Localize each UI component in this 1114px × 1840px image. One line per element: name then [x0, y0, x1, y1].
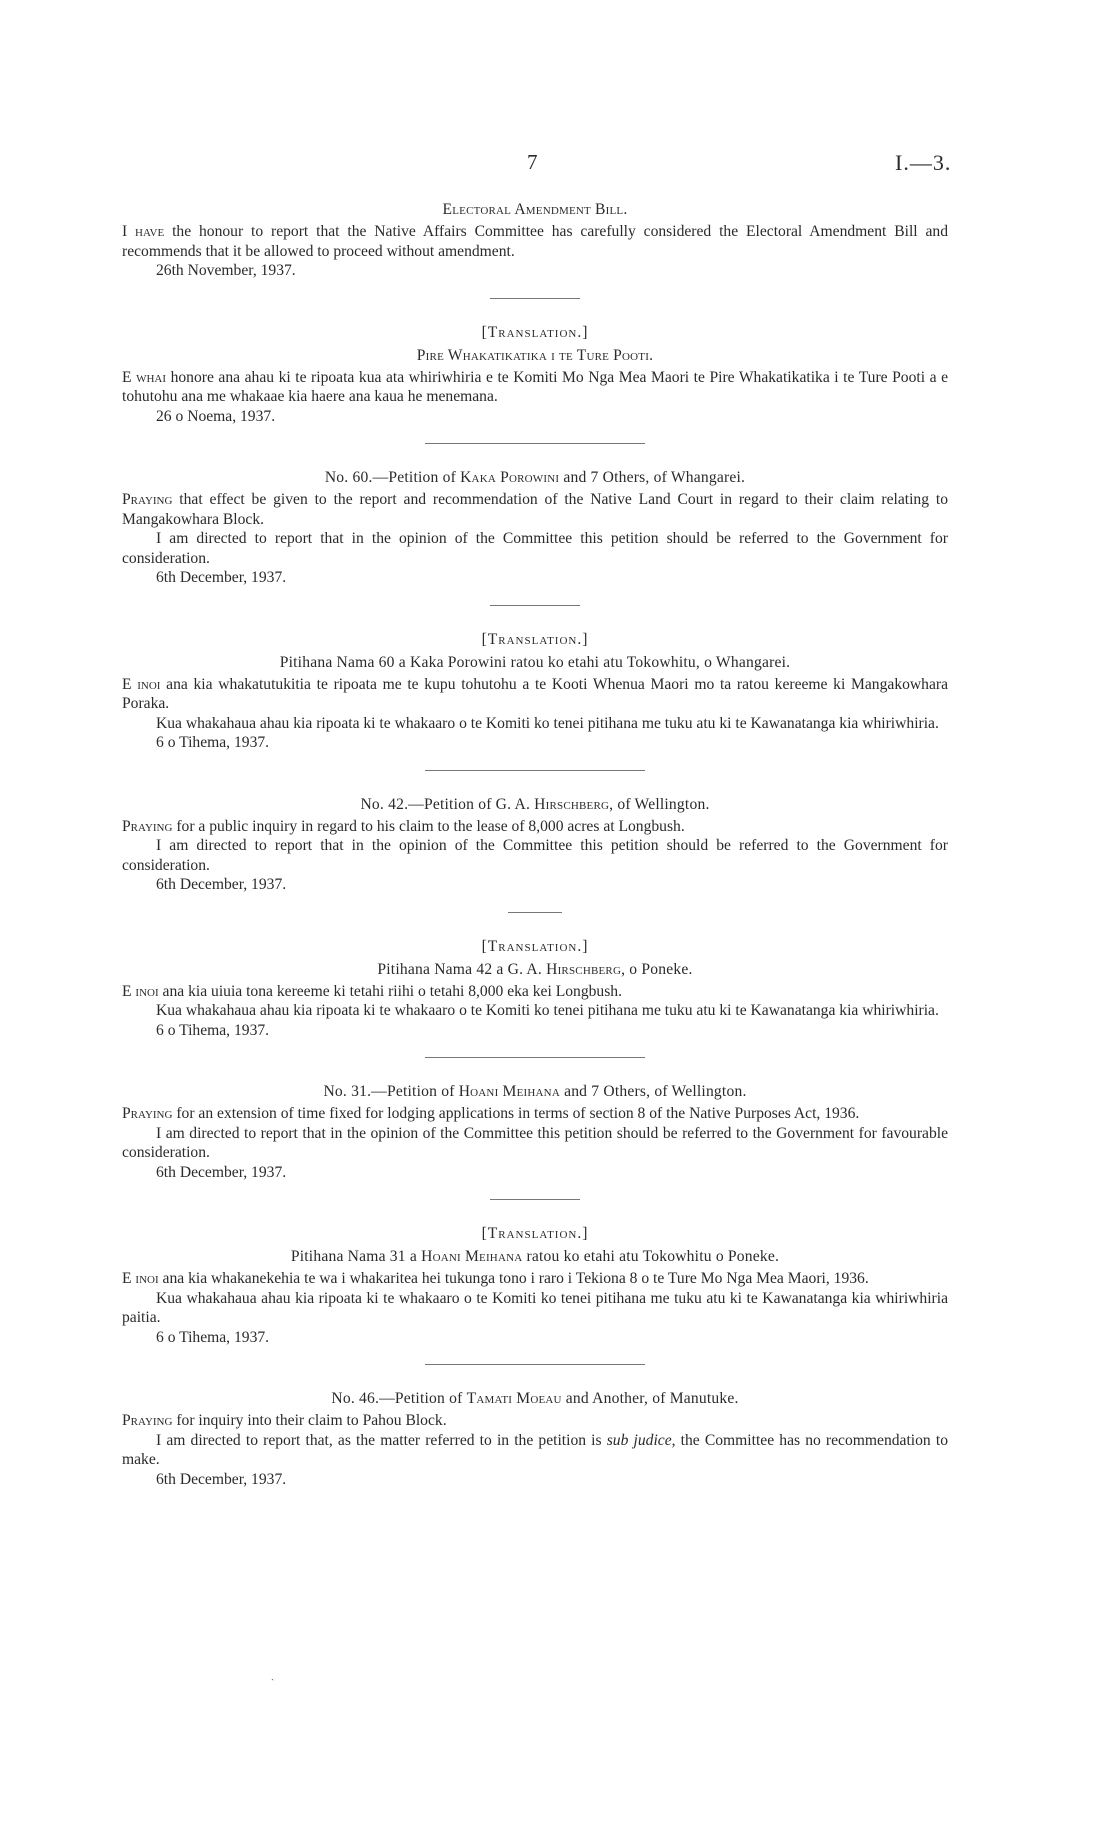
section-date: 6th December, 1937.	[156, 1470, 287, 1488]
petitioner-name: Hirschberg	[546, 960, 622, 978]
praying-paragraph	[122, 1269, 948, 1289]
report-paragraph	[122, 368, 948, 407]
paragraph-text: honore ana ahau ki te ripoata kua ata whiriwhiria e te Komiti Mo Nga Mea Maori te Pire Whakatikatika i te Ture Pooti a e tohutohu ana me whakaae kia haere ana kaua he menemana.	[122, 368, 948, 405]
praying-paragraph	[122, 490, 948, 529]
lead-words: Praying	[122, 817, 173, 835]
section-title: Electoral Amendment Bill.	[442, 201, 628, 218]
report-paragraph	[122, 222, 948, 261]
lead-words: Praying	[122, 1105, 173, 1122]
paragraph-text: that effect be given to the report and recommendation of the Native Land Court in regard to their claim relating to Mangakowhara Block.	[122, 491, 948, 528]
petitioner-name: Tamati Moeau	[466, 1390, 562, 1407]
petitioner-name: Hoani Meihana	[421, 1248, 523, 1265]
page-header	[0, 150, 1114, 180]
section-title	[122, 1082, 948, 1102]
section-date: 26th November, 1937.	[156, 262, 296, 279]
title-text: and Another, of Manutuke.	[561, 1390, 739, 1407]
title-text: No. 42.—Petition of G. A.	[360, 795, 535, 813]
translation-label: [Translation.]	[481, 937, 589, 955]
paragraph-text: ana kia whakatutukitia te ripoata me te kupu tohutohu a te Kooti Whenua Maori mo ta ratou kereeme ki Mangakowhara Poraka.	[122, 675, 949, 712]
section-title	[122, 1389, 948, 1409]
lead-words: I have	[122, 223, 165, 240]
translation-label: [Translation.]	[481, 630, 589, 648]
translation-label: [Translation.]	[481, 323, 589, 341]
report-paragraph: I am directed to report that in the opinion of the Committee this petition should be referred to the Government for consideration.	[122, 530, 948, 567]
title-text: ratou ko etahi atu Tokowhitu o Poneke.	[522, 1248, 780, 1265]
praying-paragraph	[122, 1411, 948, 1431]
report-paragraph: I am directed to report that in the opinion of the Committee this petition should be referred to the Government for consideration.	[122, 837, 948, 874]
petition-42-section	[122, 795, 948, 895]
praying-paragraph	[122, 1104, 948, 1124]
sub-judice-term: sub judice	[606, 1431, 672, 1449]
divider-rule	[425, 443, 645, 444]
paragraph-text: ana kia uiuia tona kereeme ki tetahi riihi o tetahi 8,000 eka kei Longbush.	[158, 982, 622, 1000]
title-text: No. 46.—Petition of	[331, 1390, 467, 1407]
page-content	[122, 200, 948, 1489]
lead-words: E inoi	[122, 675, 161, 693]
title-text: , o Poneke.	[621, 960, 693, 978]
page-number: 7	[527, 150, 538, 174]
report-paragraph: I am directed to report that in the opinion of the Committee this petition should be referred to the Government for favourable consideration.	[122, 1124, 948, 1161]
divider-rule	[425, 1364, 645, 1365]
title-text: and 7 Others, of Whangarei.	[559, 469, 746, 486]
section-date: 6th December, 1937.	[156, 1163, 287, 1181]
lead-words: E inoi	[122, 1270, 159, 1287]
title-text: No. 31.—Petition of	[323, 1083, 459, 1100]
divider-rule	[490, 1199, 580, 1200]
title-text: Pitihana Nama 31 a	[290, 1248, 422, 1265]
section-date: 6 o Tihema, 1937.	[156, 1328, 270, 1346]
divider-rule	[425, 770, 645, 771]
section-date: 6th December, 1937.	[156, 876, 287, 893]
report-paragraph	[122, 1431, 948, 1470]
praying-paragraph	[122, 817, 948, 837]
paragraph-text: the honour to report that the Native Affairs Committee has carefully considered the Electoral Amendment Bill and recommends that it be allowed to proceed without amendment.	[122, 223, 948, 260]
praying-paragraph	[122, 675, 948, 714]
petitioner-name: Kaka Porowini	[460, 469, 560, 486]
title-text: , of Wellington.	[609, 795, 710, 813]
stray-ink-mark: ˎ	[271, 1670, 275, 1681]
petition-60-section	[122, 468, 948, 588]
translation-section	[122, 1224, 948, 1347]
petition-31-section	[122, 1082, 948, 1182]
report-paragraph: Kua whakahaua ahau kia ripoata ki te whakaaro o te Komiti ko tenei pitihana me tuku atu ki te Kawanatanga kia whiriwhiria.	[156, 714, 939, 732]
report-paragraph: Kua whakahaua ahau kia ripoata ki te whakaaro o te Komiti ko tenei pitihana me tuku atu ki te Kawanatanga kia whiriwhiria paitia.	[122, 1289, 948, 1326]
lead-words: E whai	[122, 368, 167, 386]
translation-section	[122, 323, 948, 427]
report-paragraph: Kua whakahaua ahau kia ripoata ki te whakaaro o te Komiti ko tenei pitihana me tuku atu ki te Kawanatanga kia whiriwhiria.	[156, 1002, 939, 1019]
divider-rule	[490, 605, 580, 606]
section-date: 6 o Tihema, 1937.	[156, 1021, 270, 1039]
electoral-amendment-bill-section	[122, 200, 948, 281]
petitioner-name: Hirschberg	[534, 795, 610, 813]
lead-words: Praying	[122, 1412, 173, 1429]
paragraph-text: ana kia whakanekehia te wa i whakaritea hei tukunga tono i raro i Tekiona 8 o te Ture Mo Nga Mea Maori, 1936.	[158, 1270, 869, 1287]
translation-section	[122, 937, 948, 1041]
document-reference: I.—3.	[895, 150, 952, 175]
praying-paragraph	[122, 982, 948, 1002]
section-date: 26 o Noema, 1937.	[156, 407, 276, 425]
petitioner-name: Hoani Meihana	[458, 1083, 560, 1100]
petition-46-section	[122, 1389, 948, 1489]
translation-label: [Translation.]	[481, 1225, 589, 1242]
section-title	[122, 468, 948, 488]
section-title	[122, 795, 948, 815]
translation-section	[122, 630, 948, 753]
divider-rule	[425, 1057, 645, 1058]
section-title: Pitihana Nama 60 a Kaka Porowini ratou ko etahi atu Tokowhitu, o Whangarei.	[279, 653, 791, 671]
divider-rule	[508, 912, 562, 913]
section-title	[122, 1247, 948, 1267]
lead-words: Praying	[122, 491, 173, 508]
paragraph-text: , the Committee has no recommendation to make.	[122, 1431, 948, 1468]
paragraph-text: for inquiry into their claim to Pahou Block.	[172, 1412, 447, 1429]
paragraph-text: for a public inquiry in regard to his claim to the lease of 8,000 acres at Longbush.	[172, 817, 685, 835]
paragraph-text: for an extension of time fixed for lodging applications in terms of section 8 of the Native Purposes Act, 1936.	[172, 1105, 860, 1122]
section-date: 6th December, 1937.	[156, 569, 287, 586]
title-text: Pitihana Nama 42 a G. A.	[377, 960, 547, 978]
divider-rule	[490, 298, 580, 299]
title-text: No. 60.—Petition of	[324, 469, 461, 486]
section-title	[122, 960, 948, 980]
lead-words: E inoi	[122, 982, 159, 1000]
paragraph-text: I am directed to report that, as the matter referred to in the petition is	[156, 1431, 607, 1449]
section-date: 6 o Tihema, 1937.	[156, 734, 270, 751]
title-text: and 7 Others, of Wellington.	[559, 1083, 747, 1100]
section-title: Pire Whakatikatika i te Ture Pooti.	[416, 346, 654, 364]
